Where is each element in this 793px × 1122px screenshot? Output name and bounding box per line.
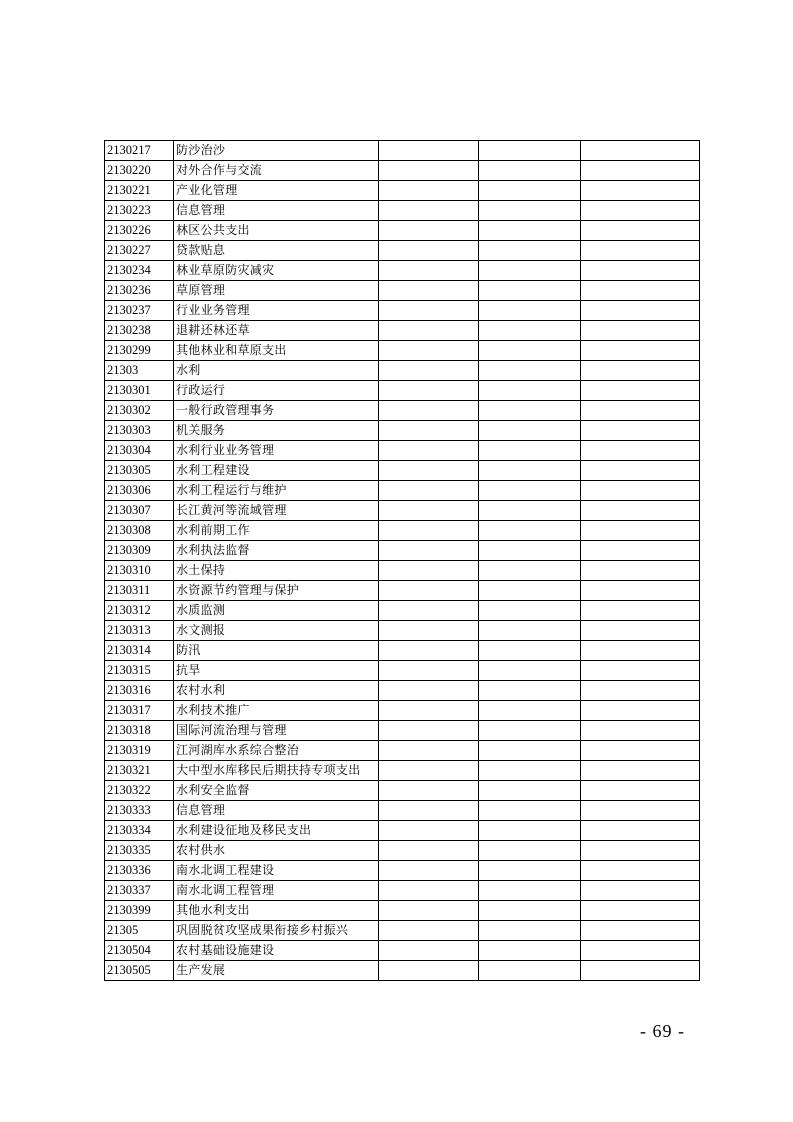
amount-cell [479, 741, 581, 761]
amount-cell [581, 621, 700, 641]
amount-cell [479, 621, 581, 641]
amount-cell [479, 961, 581, 981]
subject-code-cell: 2130306 [105, 481, 174, 501]
subject-name-cell: 南水北调工程建设 [174, 861, 379, 881]
amount-cell [581, 661, 700, 681]
subject-code-cell: 2130309 [105, 541, 174, 561]
table-row [105, 841, 700, 861]
amount-cell [479, 781, 581, 801]
subject-code-cell: 2130336 [105, 861, 174, 881]
amount-cell [379, 901, 479, 921]
table-row [105, 401, 700, 421]
table-row [105, 581, 700, 601]
table-row [105, 801, 700, 821]
amount-cell [379, 861, 479, 881]
table-row [105, 781, 700, 801]
subject-code-cell: 21303 [105, 361, 174, 381]
amount-cell [379, 621, 479, 641]
amount-cell [479, 561, 581, 581]
subject-name-cell: 林业草原防灾减灾 [174, 261, 379, 281]
amount-cell [581, 681, 700, 701]
amount-cell [479, 461, 581, 481]
subject-name-cell: 大中型水库移民后期扶持专项支出 [174, 761, 379, 781]
amount-cell [479, 281, 581, 301]
subject-code-cell: 2130226 [105, 221, 174, 241]
amount-cell [379, 521, 479, 541]
amount-cell [581, 801, 700, 821]
subject-code-cell: 21305 [105, 921, 174, 941]
amount-cell [479, 641, 581, 661]
subject-name-cell: 江河湖库水系综合整治 [174, 741, 379, 761]
amount-cell [379, 841, 479, 861]
amount-cell [379, 381, 479, 401]
subject-code-cell: 2130335 [105, 841, 174, 861]
amount-cell [379, 281, 479, 301]
subject-name-cell: 水土保持 [174, 561, 379, 581]
table-row [105, 861, 700, 881]
amount-cell [379, 641, 479, 661]
amount-cell [581, 501, 700, 521]
subject-name-cell: 水利前期工作 [174, 521, 379, 541]
amount-cell [581, 601, 700, 621]
subject-name-cell: 水质监测 [174, 601, 379, 621]
amount-cell [479, 841, 581, 861]
table-row [105, 301, 700, 321]
amount-cell [581, 541, 700, 561]
amount-cell [581, 821, 700, 841]
table-body [105, 141, 700, 981]
table-row [105, 161, 700, 181]
subject-name-cell: 水利行业业务管理 [174, 441, 379, 461]
table-row [105, 881, 700, 901]
budget-table-container [104, 140, 699, 981]
amount-cell [479, 541, 581, 561]
amount-cell [479, 521, 581, 541]
amount-cell [581, 701, 700, 721]
amount-cell [581, 221, 700, 241]
subject-name-cell: 水利工程运行与维护 [174, 481, 379, 501]
table-row [105, 481, 700, 501]
table-row [105, 601, 700, 621]
amount-cell [379, 241, 479, 261]
amount-cell [379, 501, 479, 521]
amount-cell [581, 241, 700, 261]
table-row [105, 641, 700, 661]
subject-code-cell: 2130308 [105, 521, 174, 541]
amount-cell [479, 481, 581, 501]
amount-cell [581, 521, 700, 541]
subject-name-cell: 信息管理 [174, 801, 379, 821]
amount-cell [479, 881, 581, 901]
amount-cell [581, 721, 700, 741]
amount-cell [479, 681, 581, 701]
amount-cell [581, 581, 700, 601]
amount-cell [581, 461, 700, 481]
table-row [105, 341, 700, 361]
amount-cell [581, 421, 700, 441]
subject-code-cell: 2130313 [105, 621, 174, 641]
amount-cell [379, 741, 479, 761]
subject-name-cell: 产业化管理 [174, 181, 379, 201]
subject-name-cell: 其他林业和草原支出 [174, 341, 379, 361]
amount-cell [379, 941, 479, 961]
amount-cell [581, 281, 700, 301]
table-row [105, 461, 700, 481]
amount-cell [379, 701, 479, 721]
table-row [105, 501, 700, 521]
table-row [105, 441, 700, 461]
subject-code-cell: 2130236 [105, 281, 174, 301]
table-row [105, 661, 700, 681]
amount-cell [379, 881, 479, 901]
amount-cell [581, 741, 700, 761]
amount-cell [479, 661, 581, 681]
subject-code-cell: 2130238 [105, 321, 174, 341]
subject-name-cell: 对外合作与交流 [174, 161, 379, 181]
amount-cell [479, 501, 581, 521]
subject-name-cell: 贷款贴息 [174, 241, 379, 261]
subject-code-cell: 2130314 [105, 641, 174, 661]
amount-cell [479, 241, 581, 261]
amount-cell [379, 221, 479, 241]
subject-name-cell: 水利建设征地及移民支出 [174, 821, 379, 841]
amount-cell [379, 721, 479, 741]
amount-cell [379, 161, 479, 181]
subject-name-cell: 行政运行 [174, 381, 379, 401]
subject-code-cell: 2130319 [105, 741, 174, 761]
subject-code-cell: 2130299 [105, 341, 174, 361]
subject-code-cell: 2130302 [105, 401, 174, 421]
amount-cell [379, 181, 479, 201]
subject-name-cell: 退耕还林还草 [174, 321, 379, 341]
amount-cell [581, 941, 700, 961]
amount-cell [479, 381, 581, 401]
table-row [105, 561, 700, 581]
amount-cell [379, 401, 479, 421]
amount-cell [581, 781, 700, 801]
subject-code-cell: 2130505 [105, 961, 174, 981]
subject-name-cell: 防沙治沙 [174, 141, 379, 161]
table-row [105, 281, 700, 301]
amount-cell [379, 341, 479, 361]
amount-cell [479, 801, 581, 821]
amount-cell [379, 561, 479, 581]
budget-table [104, 140, 700, 981]
subject-code-cell: 2130321 [105, 761, 174, 781]
amount-cell [479, 261, 581, 281]
amount-cell [581, 841, 700, 861]
subject-name-cell: 草原管理 [174, 281, 379, 301]
amount-cell [479, 301, 581, 321]
table-row [105, 361, 700, 381]
subject-name-cell: 巩固脱贫攻坚成果衔接乡村振兴 [174, 921, 379, 941]
amount-cell [379, 781, 479, 801]
subject-name-cell: 农村供水 [174, 841, 379, 861]
subject-name-cell: 南水北调工程管理 [174, 881, 379, 901]
subject-code-cell: 2130399 [105, 901, 174, 921]
table-row [105, 741, 700, 761]
subject-name-cell: 生产发展 [174, 961, 379, 981]
table-row [105, 761, 700, 781]
subject-code-cell: 2130307 [105, 501, 174, 521]
amount-cell [479, 221, 581, 241]
subject-code-cell: 2130227 [105, 241, 174, 261]
amount-cell [479, 401, 581, 421]
table-row [105, 521, 700, 541]
amount-cell [379, 301, 479, 321]
amount-cell [581, 481, 700, 501]
amount-cell [581, 441, 700, 461]
amount-cell [379, 821, 479, 841]
subject-name-cell: 信息管理 [174, 201, 379, 221]
subject-name-cell: 抗旱 [174, 661, 379, 681]
amount-cell [479, 161, 581, 181]
subject-code-cell: 2130312 [105, 601, 174, 621]
amount-cell [581, 261, 700, 281]
subject-name-cell: 国际河流治理与管理 [174, 721, 379, 741]
amount-cell [479, 141, 581, 161]
amount-cell [379, 921, 479, 941]
subject-code-cell: 2130220 [105, 161, 174, 181]
amount-cell [479, 421, 581, 441]
amount-cell [581, 341, 700, 361]
table-row [105, 941, 700, 961]
table-row [105, 321, 700, 341]
subject-code-cell: 2130333 [105, 801, 174, 821]
amount-cell [479, 321, 581, 341]
amount-cell [581, 361, 700, 381]
amount-cell [379, 601, 479, 621]
amount-cell [379, 441, 479, 461]
amount-cell [581, 961, 700, 981]
amount-cell [379, 361, 479, 381]
table-row [105, 681, 700, 701]
subject-code-cell: 2130217 [105, 141, 174, 161]
amount-cell [479, 181, 581, 201]
amount-cell [479, 761, 581, 781]
amount-cell [581, 921, 700, 941]
amount-cell [379, 321, 479, 341]
amount-cell [379, 141, 479, 161]
table-row [105, 141, 700, 161]
amount-cell [581, 321, 700, 341]
amount-cell [581, 141, 700, 161]
amount-cell [379, 481, 479, 501]
amount-cell [379, 801, 479, 821]
amount-cell [479, 941, 581, 961]
subject-name-cell: 水资源节约管理与保护 [174, 581, 379, 601]
amount-cell [479, 361, 581, 381]
table-row [105, 261, 700, 281]
subject-code-cell: 2130234 [105, 261, 174, 281]
subject-name-cell: 长江黄河等流域管理 [174, 501, 379, 521]
subject-code-cell: 2130318 [105, 721, 174, 741]
amount-cell [479, 901, 581, 921]
table-row [105, 241, 700, 261]
subject-code-cell: 2130334 [105, 821, 174, 841]
subject-code-cell: 2130310 [105, 561, 174, 581]
subject-name-cell: 机关服务 [174, 421, 379, 441]
subject-name-cell: 水利 [174, 361, 379, 381]
amount-cell [379, 961, 479, 981]
subject-name-cell: 水利工程建设 [174, 461, 379, 481]
amount-cell [581, 901, 700, 921]
subject-name-cell: 一般行政管理事务 [174, 401, 379, 421]
amount-cell [581, 761, 700, 781]
subject-name-cell: 防汛 [174, 641, 379, 661]
subject-code-cell: 2130237 [105, 301, 174, 321]
amount-cell [379, 581, 479, 601]
subject-code-cell: 2130311 [105, 581, 174, 601]
subject-code-cell: 2130317 [105, 701, 174, 721]
amount-cell [581, 381, 700, 401]
amount-cell [581, 641, 700, 661]
subject-name-cell: 水利技术推广 [174, 701, 379, 721]
table-row [105, 961, 700, 981]
table-row [105, 541, 700, 561]
amount-cell [581, 181, 700, 201]
amount-cell [379, 541, 479, 561]
amount-cell [379, 201, 479, 221]
subject-name-cell: 农村基础设施建设 [174, 941, 379, 961]
table-row [105, 381, 700, 401]
amount-cell [379, 681, 479, 701]
table-row [105, 821, 700, 841]
amount-cell [581, 881, 700, 901]
subject-code-cell: 2130305 [105, 461, 174, 481]
amount-cell [479, 341, 581, 361]
amount-cell [379, 461, 479, 481]
subject-code-cell: 2130221 [105, 181, 174, 201]
amount-cell [479, 441, 581, 461]
amount-cell [479, 601, 581, 621]
subject-code-cell: 2130315 [105, 661, 174, 681]
subject-code-cell: 2130337 [105, 881, 174, 901]
subject-code-cell: 2130301 [105, 381, 174, 401]
amount-cell [479, 921, 581, 941]
subject-name-cell: 行业业务管理 [174, 301, 379, 321]
subject-code-cell: 2130304 [105, 441, 174, 461]
table-row [105, 201, 700, 221]
table-row [105, 721, 700, 741]
page-number: - 69 - [640, 1021, 685, 1041]
amount-cell [581, 861, 700, 881]
table-row [105, 421, 700, 441]
subject-code-cell: 2130322 [105, 781, 174, 801]
amount-cell [379, 261, 479, 281]
subject-name-cell: 其他水利支出 [174, 901, 379, 921]
amount-cell [479, 821, 581, 841]
amount-cell [581, 201, 700, 221]
subject-code-cell: 2130223 [105, 201, 174, 221]
amount-cell [379, 761, 479, 781]
table-row [105, 181, 700, 201]
table-row [105, 921, 700, 941]
amount-cell [479, 861, 581, 881]
subject-code-cell: 2130303 [105, 421, 174, 441]
amount-cell [479, 721, 581, 741]
amount-cell [379, 661, 479, 681]
amount-cell [479, 701, 581, 721]
subject-name-cell: 农村水利 [174, 681, 379, 701]
table-row [105, 701, 700, 721]
amount-cell [581, 301, 700, 321]
subject-name-cell: 水利安全监督 [174, 781, 379, 801]
subject-name-cell: 水文测报 [174, 621, 379, 641]
subject-name-cell: 水利执法监督 [174, 541, 379, 561]
table-row [105, 221, 700, 241]
subject-name-cell: 林区公共支出 [174, 221, 379, 241]
table-row [105, 901, 700, 921]
amount-cell [379, 421, 479, 441]
amount-cell [581, 401, 700, 421]
table-row [105, 621, 700, 641]
subject-code-cell: 2130504 [105, 941, 174, 961]
amount-cell [479, 201, 581, 221]
amount-cell [581, 561, 700, 581]
amount-cell [479, 581, 581, 601]
subject-code-cell: 2130316 [105, 681, 174, 701]
amount-cell [581, 161, 700, 181]
